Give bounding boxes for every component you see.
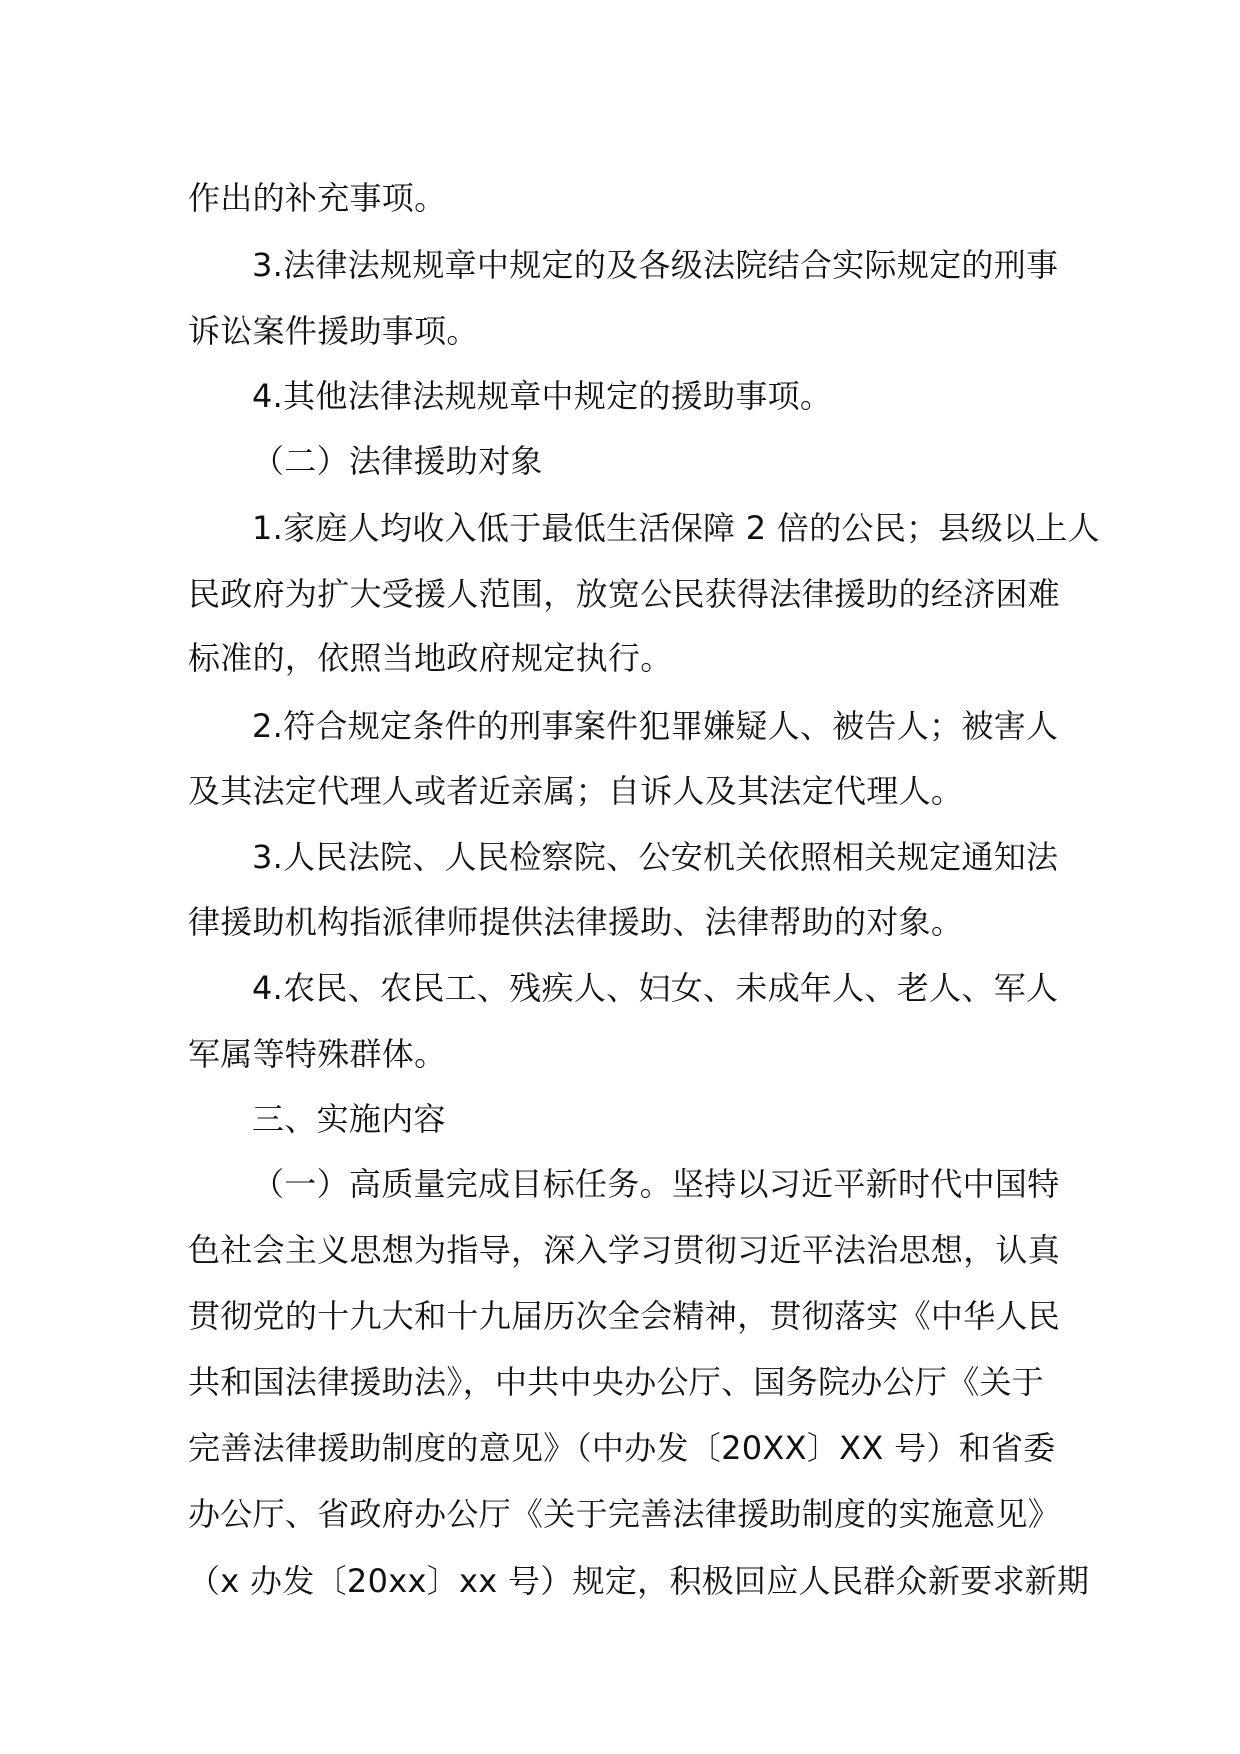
text-line: 标准的，依照当地政府规定执行。 (188, 639, 673, 677)
text-line: 共和国法律援助法》，中共中央办公厅、国务院办公厅《关于 (188, 1363, 1045, 1401)
text-line: 4.农民、农民工、残疾人、妇女、未成年人、老人、军人 (252, 969, 1059, 1007)
text-line: （一）高质量完成目标任务。坚持以习近平新时代中国特 (252, 1165, 1060, 1203)
section-subheading: （二）法律援助对象 (252, 442, 543, 480)
text-line: 及其法定代理人或者近亲属；自诉人及其法定代理人。 (188, 772, 964, 810)
text-line: 4.其他法律法规规章中规定的援助事项。 (252, 377, 833, 415)
text-line: 2.符合规定条件的刑事案件犯罪嫌疑人、被告人；被害人 (252, 707, 1059, 745)
text-line: 律援助机构指派律师提供法律援助、法律帮助的对象。 (188, 903, 964, 941)
text-line: 贯彻党的十九大和十九届历次全会精神，贯彻落实《中华人民 (188, 1297, 1061, 1335)
text-line: （x 办发〔20xx〕xx 号）规定，积极回应人民群众新要求新期 (188, 1562, 1090, 1600)
text-line: 军属等特殊群体。 (188, 1035, 447, 1073)
text-line: 完善法律援助制度的意见》（中办发〔20XX〕XX 号）和省委 (188, 1429, 1056, 1467)
text-line: 民政府为扩大受援人范围，放宽公民获得法律援助的经济困难 (188, 575, 1061, 613)
section-heading: 三、实施内容 (252, 1100, 446, 1138)
text-line: 色社会主义思想为指导，深入学习贯彻习近平法治思想，认真 (188, 1231, 1061, 1269)
text-line: 诉讼案件援助事项。 (188, 312, 479, 350)
text-line: 1.家庭人均收入低于最低生活保障 2 倍的公民；县级以上人 (252, 509, 1100, 547)
text-line: 作出的补充事项。 (188, 179, 447, 217)
text-line: 办公厅、省政府办公厅《关于完善法律援助制度的实施意见》 (188, 1495, 1061, 1533)
text-line: 3.人民法院、人民检察院、公安机关依照相关规定通知法 (252, 838, 1059, 876)
text-line: 3.法律法规规章中规定的及各级法院结合实际规定的刑事 (252, 246, 1059, 284)
